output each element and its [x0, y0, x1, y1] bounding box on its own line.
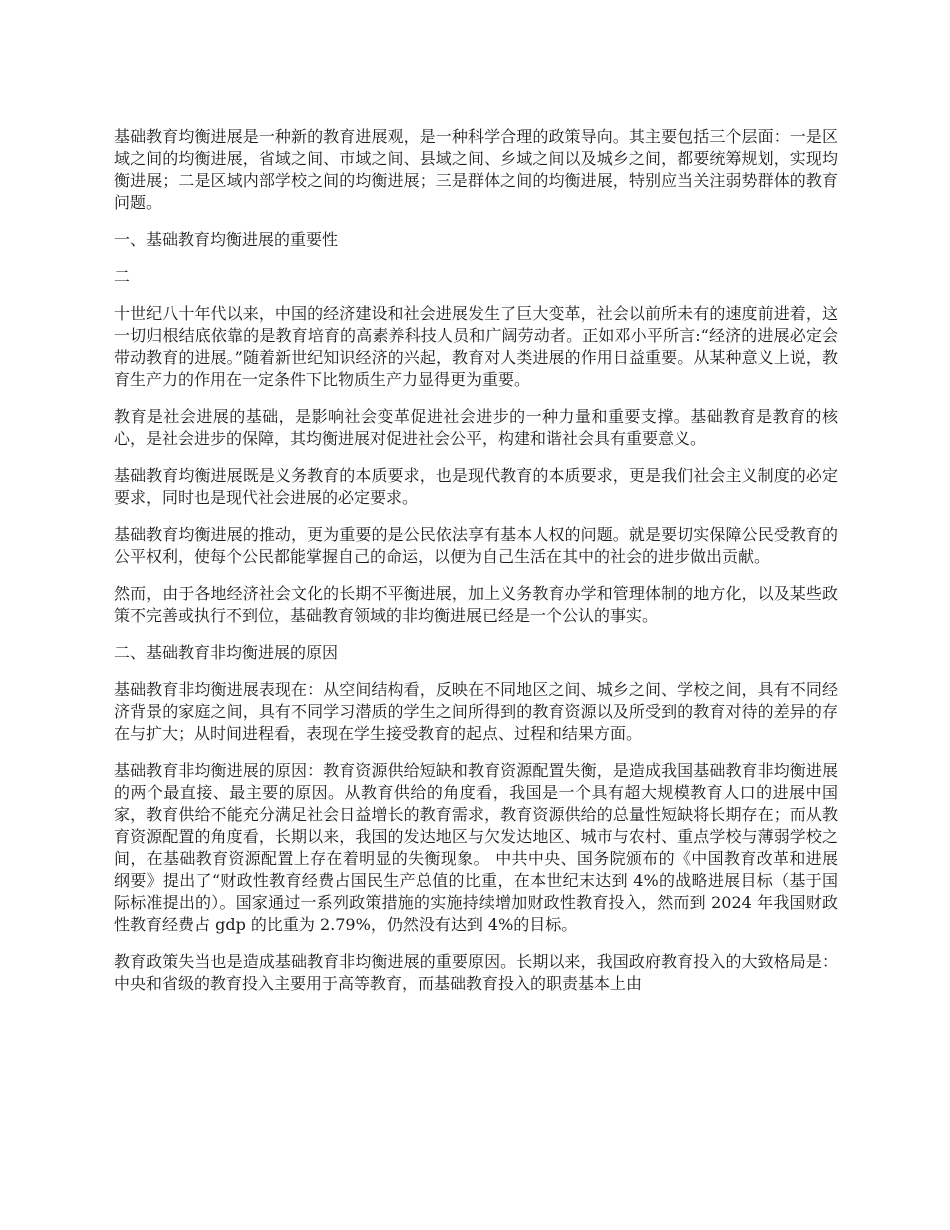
paragraph-requirement: 基础教育均衡进展既是义务教育的本质要求，也是现代教育的本质要求，更是我们社会主义制度的必定要求，同时也是现代社会进展的必定要求。 [114, 466, 838, 507]
intro-paragraph: 基础教育均衡进展是一种新的教育进展观，是一种科学合理的政策导向。其主要包括三个层面：一是区域之间的均衡进展，省域之间、市域之间、县域之间、乡域之间以及城乡之间，都要统筹规划，实现均衡进展；二是区域内部学校之间的均衡进展；三是群体之间的均衡进展，特别应当关注弱势群体的教育问题。 [114, 127, 838, 212]
section-marker: 二 [114, 267, 131, 286]
paragraph-policy: 教育政策失当也是造成基础教育非均衡进展的重要原因。长期以来，我国政府教育投入的大致格局是：中央和省级的教育投入主要用于高等教育，而基础教育投入的职责基本上由 [114, 952, 838, 993]
paragraph-manifestation: 基础教育非均衡进展表现在：从空间结构看，反映在不同地区之间、城乡之间、学校之间，具有不同经济背景的家庭之间，具有不同学习潜质的学生之间所得到的教育资源以及所受到的教育对待的差异的存在与扩大；从时间进程看，表现在学生接受教育的起点、过程和结果方面。 [114, 680, 838, 743]
section-heading-2: 二、基础教育非均衡进展的原因 [114, 643, 339, 662]
paragraph-foundation: 教育是社会进展的基础，是影响社会变革促进社会进步的一种力量和重要支撑。基础教育是教育的核心，是社会进步的保障，其均衡进展对促进社会公平，构建和谐社会具有重要意义。 [114, 407, 838, 448]
paragraph-rights: 基础教育均衡进展的推动，更为重要的是公民依法享有基本人权的问题。就是要切实保障公民受教育的公平权利，使每个公民都能掌握自己的命运，以便为自己生活在其中的社会的进步做出贡献。 [114, 525, 838, 566]
document-body [114, 126, 838, 1010]
paragraph-imbalance: 然而，由于各地经济社会文化的长期不平衡进展，加上义务教育办学和管理体制的地方化，以及某些政策不完善或执行不到位，基础教育领域的非均衡进展已经是一个公认的事实。 [114, 584, 838, 625]
paragraph-economy: 十世纪八十年代以来，中国的经济建设和社会进展发生了巨大变革，社会以前所未有的速度前进着，这一切归根结底依靠的是教育培育的高素养科技人员和广阔劳动者。正如邓小平所言:“经济的进展必定会带动教育的进展。”随着新世纪知识经济的兴起，教育对人类进展的作用日益重要。从某种意义上说，教育生产力的作用在一定条件下比物质生产力显得更为重要。 [114, 304, 838, 389]
section-heading-1: 一、基础教育均衡进展的重要性 [114, 230, 339, 249]
paragraph-causes: 基础教育非均衡进展的原因：教育资源供给短缺和教育资源配置失衡，是造成我国基础教育非均衡进展的两个最直接、最主要的原因。从教育供给的角度看，我国是一个具有超大规模教育人口的进展中国家，教育供给不能充分满足社会日益增长的教育需求，教育资源供给的总量性短缺将长期存在；而从教育资源配置的角度看，长期以来，我国的发达地区与欠发达地区、城市与农村、重点学校与薄弱学校之间，在基础教育资源配置上存在着明显的失衡现象。 中共中央、国务院颁布的《中国教育改革和进展纲要》提出了“财政性教育经费占国民生产总值的比重，在本世纪末达到 4%的战略进展目标（基于国际标准提出的）。国家通过一系列政策措施的实施持续增加财政性教育投入，然而到 2024 年我国财政性教育经费占 gdp 的比重为 2.79%，仍然没有达到 4%的目标。 [114, 761, 838, 934]
